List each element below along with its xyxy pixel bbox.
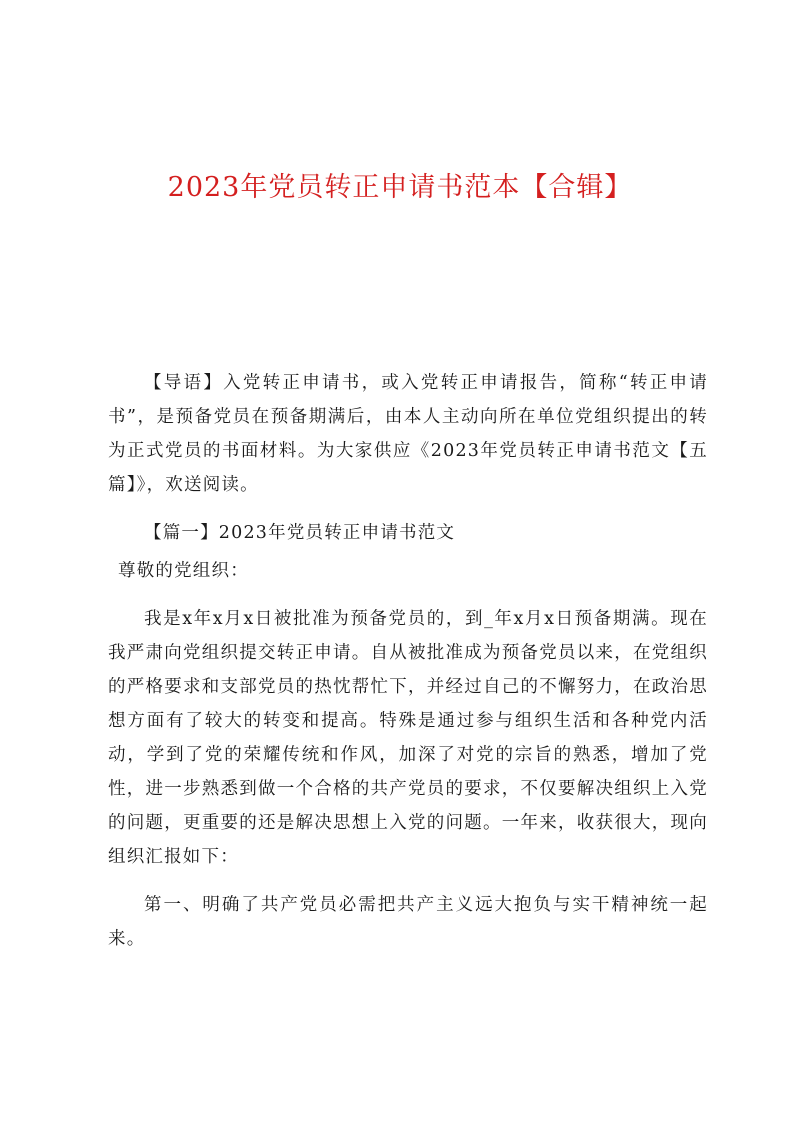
body-paragraph-1: 我是x年x月x日被批准为预备党员的，到_年x月x日预备期满。现在我严肃向党组织提交转正申请。自从被批准成为预备党员以来，在党组织的严格要求和支部党员的热忱帮忙下，并经过自己的不懈努力，在政治思想方面有了较大的转变和提高。特殊是通过参与组织生活和各种党内活动，学到了党的荣耀传统和作风，加深了对党的宗旨的熟悉，增加了党性，进一步熟悉到做一个合格的共产党员的要求，不仅要解决组织上入党的问题，更重要的还是解决思想上入党的问题。一年来，收获很大，现向组织汇报如下： xyxy=(108,609,708,867)
salutation: 尊敬的党组织： xyxy=(118,561,249,581)
section-heading: 【篇一】2023年党员转正申请书范文 xyxy=(144,523,456,543)
body-paragraph-2: 第一、明确了共产党员必需把共产主义远大抱负与实干精神统一起来。 xyxy=(108,895,708,949)
document-title: 2023年党员转正申请书范本【合辑】 xyxy=(167,172,633,203)
intro-paragraph: 【导语】入党转正申请书，或入党转正申请报告，简称“转正申请书”，是预备党员在预备期满后，由本人主动向所在单位党组织提出的转为正式党员的书面材料。为大家供应《2023年党员转正申请书范文【五篇】》，欢送阅读。 xyxy=(108,373,708,495)
document-body xyxy=(108,366,708,956)
